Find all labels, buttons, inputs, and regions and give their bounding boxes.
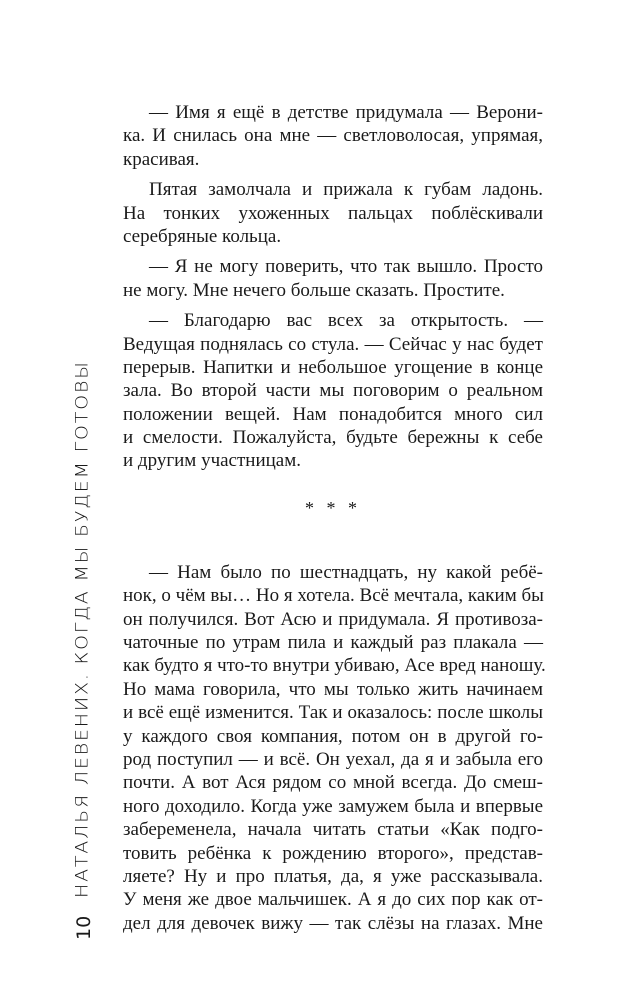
text-line: — Нам было по шестнадцать, ну какой ребё- bbox=[149, 561, 543, 583]
text-line: род поступил — и всё. Он уехал, да я и забыла его bbox=[123, 748, 543, 770]
text-line: и смелости. Пожалуйста, будьте бережны к себе bbox=[123, 427, 543, 449]
text-line: — Имя я ещё в детстве придумала — Верони- bbox=[149, 102, 543, 123]
text-line: ка. И снилась она мне — светловолосая, упрямая, bbox=[123, 125, 543, 147]
text-line: Но мама говорила, что мы только жить начинаем bbox=[123, 678, 543, 700]
text-line: — Благодарю вас всех за открытость. — bbox=[149, 310, 543, 332]
text-line: У меня же двое мальчишек. А я до сих пор как от- bbox=[123, 889, 543, 911]
page-number: 10 bbox=[73, 915, 95, 940]
paragraph bbox=[123, 255, 543, 302]
text-line: чаточные по утрам пила и каждый раз плакала — bbox=[123, 632, 543, 654]
text-line: нок, о чём вы… Но я хотела. Всё мечтала, каким бы bbox=[123, 585, 544, 607]
text-line: перерыв. Напитки и небольшое угощение в конце bbox=[123, 356, 543, 378]
text-line: он получился. Вот Асю и придумала. Я противоза- bbox=[123, 608, 543, 630]
text-line: ляете? Ну и про платья, да, я уже рассказывала. bbox=[123, 865, 543, 887]
text-line: положении вещей. Нам понадобится много сил bbox=[123, 403, 543, 425]
paragraph bbox=[123, 309, 543, 473]
text-line: забеременела, начала читать статьи «Как подго- bbox=[123, 819, 543, 841]
text-line: — Я не могу поверить, что так вышло. Просто bbox=[149, 256, 543, 278]
paragraph bbox=[123, 178, 543, 248]
text-line: товить ребёнка к рождению второго», представ- bbox=[123, 842, 543, 864]
section-separator: * * * bbox=[305, 497, 361, 518]
text-line: Пятая замолчала и прижала к губам ладонь. bbox=[149, 179, 543, 201]
text-line: как будто я что-то внутри убиваю, Асе вред наношу. bbox=[123, 655, 546, 677]
paragraph bbox=[123, 101, 543, 171]
body-text bbox=[123, 101, 546, 935]
text-line: у каждого своя компания, потом он в другой го- bbox=[123, 725, 543, 747]
text-line: и другим участницам. bbox=[123, 450, 302, 472]
text-line: зала. Во второй части мы поговорим о реальном bbox=[123, 380, 543, 402]
text-line: серебряные кольца. bbox=[123, 225, 282, 247]
paragraph bbox=[123, 561, 546, 935]
text-line: Ведущая поднялась со стула. — Сейчас у нас будет bbox=[123, 333, 543, 355]
text-line: и всё ещё изменится. Так и оказалось: после школы bbox=[123, 702, 543, 724]
text-line: На тонких ухоженных пальцах поблёскивали bbox=[123, 202, 543, 224]
text-line: красивая. bbox=[123, 148, 200, 170]
text-line: не могу. Мне нечего больше сказать. Простите. bbox=[123, 279, 505, 301]
text-line: почти. А вот Ася рядом со мной всегда. До смеш- bbox=[123, 772, 543, 794]
text-line: ного доходило. Когда уже замужем была и впервые bbox=[123, 795, 543, 817]
text-line: дел для девочек вижу — так слёзы на глазах. Мне bbox=[123, 912, 543, 934]
running-head: НАТАЛЬЯ ЛЕВЕНИХ. КОГДА МЫ БУДЕМ ГОТОВЫ bbox=[72, 360, 93, 898]
